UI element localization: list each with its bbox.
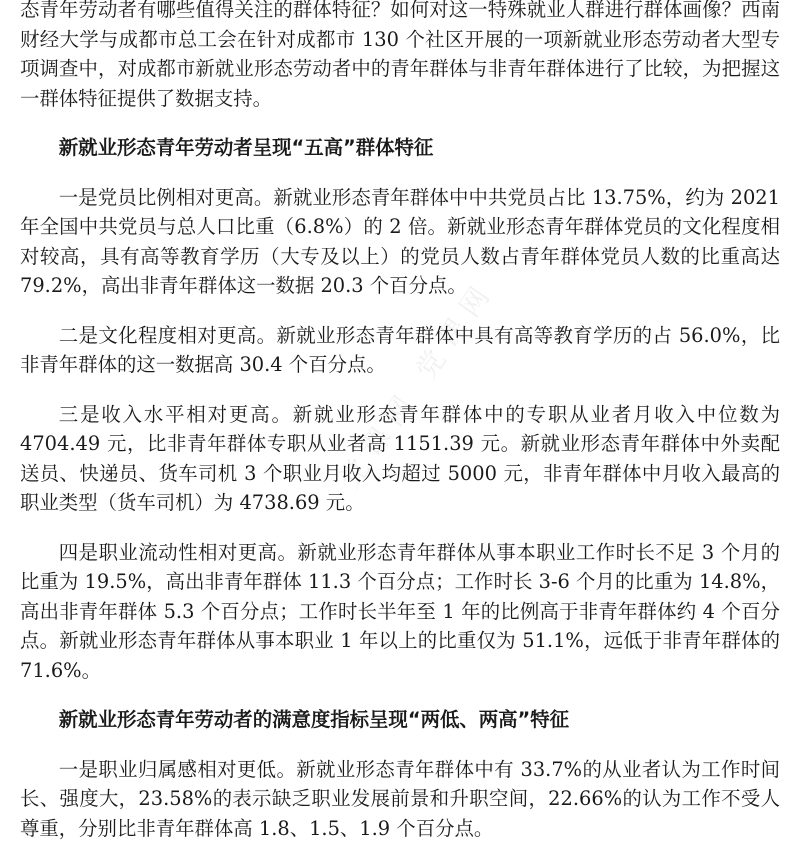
watermark: 党课网 党课网 [332, 272, 502, 495]
article-body [20, 0, 780, 863]
intro-paragraph: 态青年劳动者有哪些值得关注的群体特征？如何对这一特殊就业人群进行群体画像？西南财经大学与成都市总工会在针对成都市 130 个社区开展的一项新就业形态劳动者大型专项调查中，对成都市新就业形态劳动者中的青年群体与非青年群体进行了比较，为把握这一群体特征提供了数据支持。 [20, 0, 780, 110]
paragraph-education: 二是文化程度相对更高。新就业形态青年群体中具有高等教育学历的占 56.0%，比非青年群体的这一数据高 30.4 个百分点。 [20, 323, 780, 376]
section-heading-satisfaction: 新就业形态青年劳动者的满意度指标呈现“两低、两高”特征 [58, 708, 570, 731]
paragraph-belonging: 一是职业归属感相对更低。新就业形态青年群体中有 33.7%的从业者认为工作时间长、强度大，23.58%的表示缺乏职业发展前景和升职空间，22.66%的认为工作不受人尊重，分别比非青年群体高 1.8、1.5、1.9 个百分点。 [20, 757, 780, 840]
paragraph-income: 三是收入水平相对更高。新就业形态青年群体中的专职从业者月收入中位数为 4704.49 元，比非青年群体专职从业者高 1151.39 元。新就业形态青年群体中外卖配送员、快递员、货车司机 3 个职业月收入均超过 5000 元，非青年群体中月收入最高的职业类型（货车司机）为 4738.69 元。 [20, 402, 780, 514]
paragraph-party-members: 一是党员比例相对更高。新就业形态青年群体中中共党员占比 13.75%，约为 2021 年全国中共党员与总人口比重（6.8%）的 2 倍。新就业形态青年群体党员的文化程度相对较高，具有高等教育学历（大专及以上）的党员人数占青年群体党员人数的比重高达 79.2%，高出非青年群体这一数据 20.3 个百分点。 [20, 185, 780, 297]
section-heading-five-highs: 新就业形态青年劳动者呈现“五高”群体特征 [58, 136, 434, 159]
paragraph-mobility: 四是职业流动性相对更高。新就业形态青年群体从事本职业工作时长不足 3 个月的比重为 19.5%，高出非青年群体 11.3 个百分点；工作时长 3-6 个月的比重为 14.8%，高出非青年群体 5.3 个百分点；工作时长半年至 1 年的比例高于非青年群体约 4 个百分点。新就业形态青年群体从事本职业 1 年以上的比重仅为 51.1%，远低于非青年群体的 71.6%。 [20, 540, 780, 682]
